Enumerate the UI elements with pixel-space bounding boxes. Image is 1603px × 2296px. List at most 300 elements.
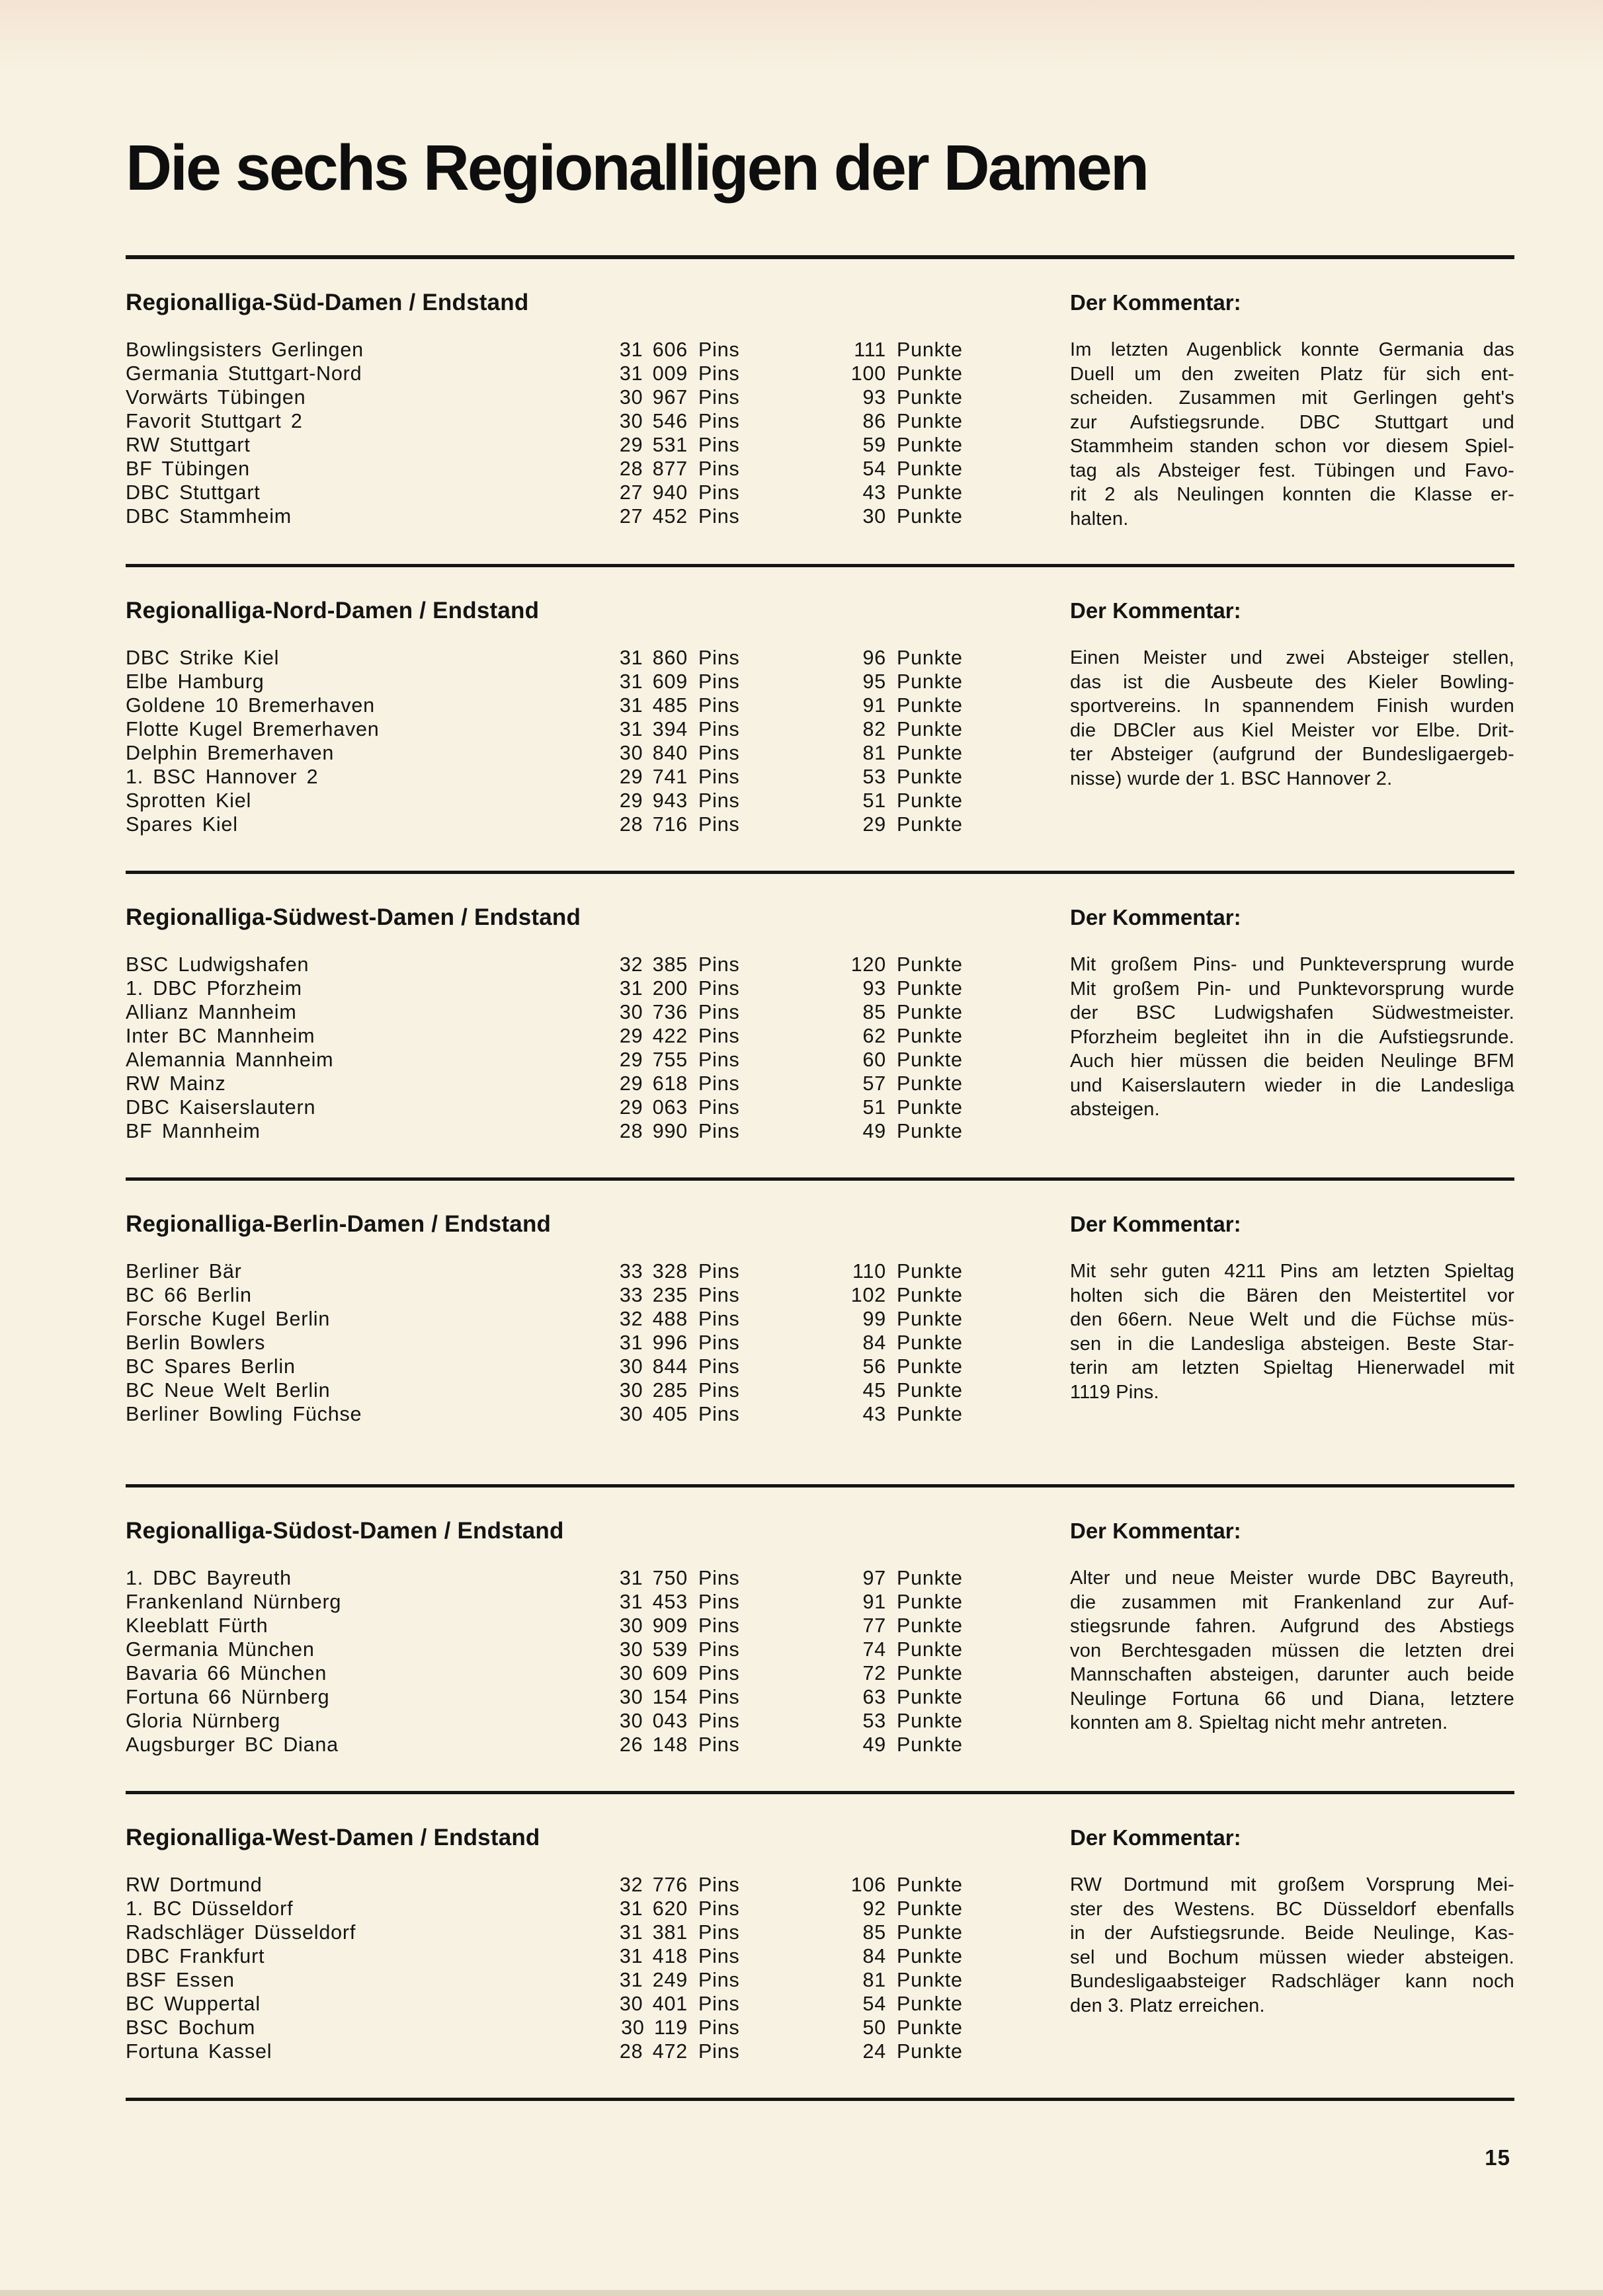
team-name: Augsburger BC Diana bbox=[126, 1733, 339, 1756]
punkte-value: 95 bbox=[862, 670, 886, 693]
kommentar-text bbox=[1070, 646, 1514, 838]
section-body bbox=[126, 338, 1514, 531]
punkte-label: Punkte bbox=[897, 1072, 963, 1095]
pins-label: Pins bbox=[698, 1591, 740, 1613]
punkte-value: 84 bbox=[862, 1945, 886, 1967]
pins-value: 30 844 bbox=[619, 1355, 688, 1378]
punkte-value: 85 bbox=[862, 1001, 886, 1023]
team-name: Flotte Kugel Bremerhaven bbox=[126, 718, 380, 740]
pins-label: Pins bbox=[698, 742, 740, 764]
pins-value: 31 485 bbox=[619, 694, 688, 717]
pins-label: Pins bbox=[698, 1614, 740, 1637]
table-row bbox=[126, 1307, 1070, 1331]
punkte-value: 30 bbox=[862, 505, 886, 528]
table-row bbox=[126, 1638, 1070, 1661]
pins-label: Pins bbox=[698, 1379, 740, 1402]
pins-value: 31 996 bbox=[619, 1331, 688, 1354]
standings-table bbox=[126, 646, 1070, 838]
kommentar-line: stiegsrunde fahren. Aufgrund des Abstiegs bbox=[1070, 1616, 1514, 1637]
punkte-label: Punkte bbox=[897, 434, 963, 456]
table-row bbox=[126, 2016, 1070, 2039]
pins-label: Pins bbox=[698, 647, 740, 669]
punkte-label: Punkte bbox=[897, 647, 963, 669]
punkte-label: Punkte bbox=[897, 1993, 963, 2015]
pins-value: 31 750 bbox=[619, 1567, 688, 1589]
punkte-value: 53 bbox=[862, 1710, 886, 1732]
punkte-value: 84 bbox=[862, 1331, 886, 1354]
punkte-value: 81 bbox=[862, 742, 886, 764]
pins-value: 29 943 bbox=[619, 789, 688, 812]
table-row bbox=[126, 504, 1070, 528]
kommentar-line: Alter und neue Meister wurde DBC Bayreuth, bbox=[1070, 1567, 1514, 1589]
punkte-value: 82 bbox=[862, 718, 886, 740]
kommentar-line: die DBCler aus Kiel Meister vor Elbe. Drit- bbox=[1070, 719, 1514, 741]
team-name: Berliner Bowling Füchse bbox=[126, 1403, 362, 1425]
team-name: Fortuna Kassel bbox=[126, 2040, 272, 2063]
pins-label: Pins bbox=[698, 410, 740, 432]
pins-label: Pins bbox=[698, 1403, 740, 1425]
punkte-label: Punkte bbox=[897, 1945, 963, 1967]
league-sections bbox=[126, 259, 1514, 2101]
table-row bbox=[126, 1402, 1070, 1426]
punkte-value: 93 bbox=[862, 386, 886, 409]
punkte-label: Punkte bbox=[897, 362, 963, 385]
table-row bbox=[126, 1920, 1070, 1944]
punkte-label: Punkte bbox=[897, 1001, 963, 1023]
team-name: 1. DBC Pforzheim bbox=[126, 977, 302, 1000]
pins-label: Pins bbox=[698, 1049, 740, 1071]
table-row bbox=[126, 1355, 1070, 1378]
team-name: Alemannia Mannheim bbox=[126, 1049, 334, 1071]
team-name: RW Mainz bbox=[126, 1072, 226, 1095]
punkte-value: 49 bbox=[862, 1733, 886, 1756]
league-section bbox=[126, 567, 1514, 874]
table-row bbox=[126, 670, 1070, 693]
section-divider bbox=[126, 2098, 1514, 2101]
kommentar-line: ster des Westens. BC Düsseldorf ebenfalls bbox=[1070, 1898, 1514, 1920]
team-name: 1. BC Düsseldorf bbox=[126, 1897, 294, 1920]
pins-value: 32 776 bbox=[619, 1874, 688, 1896]
pins-value: 31 009 bbox=[619, 362, 688, 385]
punkte-label: Punkte bbox=[897, 1379, 963, 1402]
pins-value: 29 741 bbox=[619, 766, 688, 788]
pins-label: Pins bbox=[698, 670, 740, 693]
table-row bbox=[126, 433, 1070, 457]
pins-value: 30 967 bbox=[619, 386, 688, 409]
punkte-label: Punkte bbox=[897, 505, 963, 528]
pins-label: Pins bbox=[698, 1308, 740, 1330]
kommentar-heading: Der Kommentar: bbox=[1070, 290, 1241, 315]
punkte-value: 51 bbox=[862, 1096, 886, 1119]
team-name: Delphin Bremerhaven bbox=[126, 742, 335, 764]
table-row bbox=[126, 789, 1070, 812]
kommentar-line: scheiden. Zusammen mit Gerlingen geht's bbox=[1070, 387, 1514, 409]
punkte-value: 54 bbox=[862, 1993, 886, 2015]
pins-value: 31 620 bbox=[619, 1897, 688, 1920]
pins-label: Pins bbox=[698, 1874, 740, 1896]
table-row bbox=[126, 1873, 1070, 1897]
punkte-value: 81 bbox=[862, 1969, 886, 1991]
punkte-value: 111 bbox=[854, 338, 886, 361]
kommentar-line: der BSC Ludwigshafen Südwestmeister. bbox=[1070, 1002, 1514, 1023]
table-row bbox=[126, 385, 1070, 409]
team-name: RW Stuttgart bbox=[126, 434, 251, 456]
punkte-label: Punkte bbox=[897, 1897, 963, 1920]
punkte-label: Punkte bbox=[897, 1638, 963, 1661]
team-name: DBC Kaiserslautern bbox=[126, 1096, 316, 1119]
team-name: Sprotten Kiel bbox=[126, 789, 252, 812]
table-row bbox=[126, 1048, 1070, 1072]
page-title: Die sechs Regionalligen der Damen bbox=[126, 132, 1148, 204]
team-name: BSC Ludwigshafen bbox=[126, 953, 309, 976]
pins-value: 29 531 bbox=[619, 434, 688, 456]
team-name: Goldene 10 Bremerhaven bbox=[126, 694, 375, 717]
team-name: BC 66 Berlin bbox=[126, 1284, 252, 1306]
punkte-label: Punkte bbox=[897, 1662, 963, 1684]
pins-value: 30 154 bbox=[619, 1686, 688, 1708]
team-name: Vorwärts Tübingen bbox=[126, 386, 306, 409]
standings-table bbox=[126, 1566, 1070, 1758]
punkte-value: 72 bbox=[862, 1662, 886, 1684]
punkte-label: Punkte bbox=[897, 1355, 963, 1378]
team-name: Spares Kiel bbox=[126, 813, 238, 836]
punkte-label: Punkte bbox=[897, 694, 963, 717]
table-row bbox=[126, 1709, 1070, 1733]
section-header-row bbox=[126, 874, 1514, 929]
punkte-value: 77 bbox=[862, 1614, 886, 1637]
pins-value: 26 148 bbox=[619, 1733, 688, 1756]
kommentar-line: Einen Meister und zwei Absteiger stellen, bbox=[1070, 647, 1514, 668]
table-row bbox=[126, 1119, 1070, 1143]
team-name: Bavaria 66 München bbox=[126, 1662, 327, 1684]
table-row bbox=[126, 976, 1070, 1000]
pins-label: Pins bbox=[698, 1710, 740, 1732]
punkte-value: 59 bbox=[862, 434, 886, 456]
pins-label: Pins bbox=[698, 1969, 740, 1991]
team-name: Allianz Mannheim bbox=[126, 1001, 297, 1023]
team-name: DBC Frankfurt bbox=[126, 1945, 265, 1967]
punkte-value: 57 bbox=[862, 1072, 886, 1095]
punkte-label: Punkte bbox=[897, 670, 963, 693]
table-row bbox=[126, 362, 1070, 385]
team-name: BSF Essen bbox=[126, 1969, 235, 1991]
table-row bbox=[126, 1000, 1070, 1024]
punkte-label: Punkte bbox=[897, 1260, 963, 1283]
pins-label: Pins bbox=[698, 694, 740, 717]
punkte-label: Punkte bbox=[897, 1025, 963, 1047]
league-section bbox=[126, 1794, 1514, 2101]
punkte-label: Punkte bbox=[897, 386, 963, 409]
punkte-value: 93 bbox=[862, 977, 886, 1000]
punkte-value: 53 bbox=[862, 766, 886, 788]
team-name: Favorit Stuttgart 2 bbox=[126, 410, 303, 432]
team-name: DBC Strike Kiel bbox=[126, 647, 280, 669]
punkte-value: 92 bbox=[862, 1897, 886, 1920]
punkte-label: Punkte bbox=[897, 1969, 963, 1991]
punkte-label: Punkte bbox=[897, 1284, 963, 1306]
team-name: BC Spares Berlin bbox=[126, 1355, 296, 1378]
kommentar-line: RW Dortmund mit großem Vorsprung Mei- bbox=[1070, 1874, 1514, 1895]
pins-label: Pins bbox=[698, 2016, 740, 2039]
section-header-row bbox=[126, 1794, 1514, 1849]
section-body bbox=[126, 1259, 1514, 1451]
punkte-value: 51 bbox=[862, 789, 886, 812]
pins-value: 29 618 bbox=[619, 1072, 688, 1095]
team-name: Germania München bbox=[126, 1638, 315, 1661]
pins-label: Pins bbox=[698, 1921, 740, 1944]
pins-label: Pins bbox=[698, 1355, 740, 1378]
pins-label: Pins bbox=[698, 1096, 740, 1119]
punkte-value: 56 bbox=[862, 1355, 886, 1378]
team-name: BC Neue Welt Berlin bbox=[126, 1379, 331, 1402]
pins-label: Pins bbox=[698, 338, 740, 361]
team-name: Kleeblatt Fürth bbox=[126, 1614, 268, 1637]
standings-table bbox=[126, 338, 1070, 531]
punkte-value: 45 bbox=[862, 1379, 886, 1402]
pins-value: 29 422 bbox=[619, 1025, 688, 1047]
kommentar-line: Neulinge Fortuna 66 und Diana, letztere bbox=[1070, 1688, 1514, 1710]
punkte-value: 91 bbox=[862, 694, 886, 717]
kommentar-heading: Der Kommentar: bbox=[1070, 905, 1241, 930]
pins-value: 28 877 bbox=[619, 457, 688, 480]
team-name: Berlin Bowlers bbox=[126, 1331, 266, 1354]
pins-value: 31 200 bbox=[619, 977, 688, 1000]
section-body bbox=[126, 953, 1514, 1144]
pins-value: 31 860 bbox=[619, 647, 688, 669]
pins-value: 31 453 bbox=[619, 1591, 688, 1613]
pins-label: Pins bbox=[698, 1001, 740, 1023]
section-body bbox=[126, 1566, 1514, 1758]
standings-table bbox=[126, 1259, 1070, 1451]
pins-label: Pins bbox=[698, 977, 740, 1000]
pins-value: 27 452 bbox=[619, 505, 688, 528]
pins-label: Pins bbox=[698, 1072, 740, 1095]
team-name: Germania Stuttgart-Nord bbox=[126, 362, 362, 385]
table-row bbox=[126, 1614, 1070, 1638]
kommentar-line: in der Aufstiegsrunde. Beide Neulinge, Kas- bbox=[1070, 1922, 1514, 1944]
punkte-label: Punkte bbox=[897, 1403, 963, 1425]
pins-label: Pins bbox=[698, 1733, 740, 1756]
pins-value: 30 119 bbox=[621, 2016, 688, 2039]
punkte-label: Punkte bbox=[897, 338, 963, 361]
punkte-label: Punkte bbox=[897, 1308, 963, 1330]
pins-label: Pins bbox=[698, 1025, 740, 1047]
pins-label: Pins bbox=[698, 481, 740, 504]
pins-value: 30 539 bbox=[619, 1638, 688, 1661]
kommentar-line: halten. bbox=[1070, 508, 1129, 530]
section-body bbox=[126, 1873, 1514, 2065]
team-name: BC Wuppertal bbox=[126, 1993, 261, 2015]
punkte-label: Punkte bbox=[897, 2040, 963, 2063]
kommentar-line: Mit großem Pins- und Punkteversprung wurde bbox=[1070, 954, 1514, 975]
table-row bbox=[126, 1566, 1070, 1590]
section-header-row bbox=[126, 1487, 1514, 1542]
kommentar-line: Bundesligaabsteiger Radschläger kann noch bbox=[1070, 1971, 1514, 1992]
pins-value: 30 736 bbox=[619, 1001, 688, 1023]
team-name: Radschläger Düsseldorf bbox=[126, 1921, 356, 1944]
table-row bbox=[126, 2039, 1070, 2063]
section-heading: Regionalliga-Süd-Damen / Endstand bbox=[126, 290, 529, 315]
pins-value: 31 381 bbox=[619, 1921, 688, 1944]
pins-label: Pins bbox=[698, 1993, 740, 2015]
kommentar-heading: Der Kommentar: bbox=[1070, 1825, 1241, 1850]
punkte-value: 97 bbox=[862, 1567, 886, 1589]
punkte-value: 29 bbox=[862, 813, 886, 836]
kommentar-line: Pforzheim begleitet ihn in die Aufstiegsrunde. bbox=[1070, 1026, 1514, 1048]
pins-label: Pins bbox=[698, 1945, 740, 1967]
punkte-label: Punkte bbox=[897, 1921, 963, 1944]
kommentar-line: das ist die Ausbeute des Kieler Bowling- bbox=[1070, 671, 1514, 693]
table-row bbox=[126, 1968, 1070, 1992]
pins-value: 27 940 bbox=[619, 481, 688, 504]
pins-value: 28 472 bbox=[619, 2040, 688, 2063]
punkte-label: Punkte bbox=[897, 1120, 963, 1142]
section-header-row bbox=[126, 1181, 1514, 1236]
pins-label: Pins bbox=[698, 505, 740, 528]
standings-table bbox=[126, 953, 1070, 1144]
team-name: BF Tübingen bbox=[126, 457, 250, 480]
kommentar-line: holten sich die Bären den Meistertitel vor bbox=[1070, 1285, 1514, 1306]
pins-value: 30 840 bbox=[619, 742, 688, 764]
kommentar-heading: Der Kommentar: bbox=[1070, 598, 1241, 623]
pins-label: Pins bbox=[698, 386, 740, 409]
pins-label: Pins bbox=[698, 434, 740, 456]
league-section bbox=[126, 874, 1514, 1181]
pins-value: 31 418 bbox=[619, 1945, 688, 1967]
punkte-label: Punkte bbox=[897, 813, 963, 836]
kommentar-line: Mit sehr guten 4211 Pins am letzten Spieltag bbox=[1070, 1261, 1514, 1282]
team-name: 1. BSC Hannover 2 bbox=[126, 766, 319, 788]
pins-label: Pins bbox=[698, 1260, 740, 1283]
punkte-label: Punkte bbox=[897, 1686, 963, 1708]
punkte-value: 120 bbox=[850, 953, 886, 976]
team-name: Bowlingsisters Gerlingen bbox=[126, 338, 364, 361]
table-row bbox=[126, 1331, 1070, 1355]
pins-value: 30 546 bbox=[619, 410, 688, 432]
punkte-label: Punkte bbox=[897, 481, 963, 504]
pins-label: Pins bbox=[698, 1567, 740, 1589]
pins-value: 30 401 bbox=[619, 1993, 688, 2015]
table-row bbox=[126, 1897, 1070, 1920]
section-body bbox=[126, 646, 1514, 838]
punkte-label: Punkte bbox=[897, 1567, 963, 1589]
pins-label: Pins bbox=[698, 1120, 740, 1142]
pins-value: 29 755 bbox=[619, 1049, 688, 1071]
punkte-value: 60 bbox=[862, 1049, 886, 1071]
kommentar-line: konnten am 8. Spieltag nicht mehr antreten. bbox=[1070, 1712, 1448, 1733]
table-row bbox=[126, 1095, 1070, 1119]
team-name: Fortuna 66 Nürnberg bbox=[126, 1686, 330, 1708]
kommentar-heading: Der Kommentar: bbox=[1070, 1212, 1241, 1236]
pins-value: 33 235 bbox=[619, 1284, 688, 1306]
kommentar-line: die zusammen mit Frankenland zur Auf- bbox=[1070, 1591, 1514, 1613]
kommentar-text bbox=[1070, 1566, 1514, 1758]
kommentar-line: Duell um den zweiten Platz für sich ent- bbox=[1070, 363, 1514, 385]
table-row bbox=[126, 1378, 1070, 1402]
team-name: Gloria Nürnberg bbox=[126, 1710, 280, 1732]
punkte-label: Punkte bbox=[897, 1331, 963, 1354]
table-row bbox=[126, 481, 1070, 504]
pins-value: 31 606 bbox=[619, 338, 688, 361]
table-row bbox=[126, 693, 1070, 717]
team-name: 1. DBC Bayreuth bbox=[126, 1567, 292, 1589]
punkte-label: Punkte bbox=[897, 1710, 963, 1732]
section-heading: Regionalliga-Nord-Damen / Endstand bbox=[126, 598, 540, 623]
pins-label: Pins bbox=[698, 789, 740, 812]
kommentar-line: Auch hier müssen die beiden Neulinge BFM bbox=[1070, 1050, 1514, 1072]
punkte-label: Punkte bbox=[897, 789, 963, 812]
punkte-label: Punkte bbox=[897, 457, 963, 480]
punkte-label: Punkte bbox=[897, 953, 963, 976]
pins-value: 29 063 bbox=[619, 1096, 688, 1119]
table-row bbox=[126, 1992, 1070, 2016]
pins-label: Pins bbox=[698, 766, 740, 788]
pins-value: 31 609 bbox=[619, 670, 688, 693]
punkte-value: 100 bbox=[850, 362, 886, 385]
table-row bbox=[126, 1733, 1070, 1757]
section-heading: Regionalliga-Südwest-Damen / Endstand bbox=[126, 904, 581, 930]
punkte-value: 50 bbox=[862, 2016, 886, 2039]
kommentar-text bbox=[1070, 338, 1514, 531]
pins-label: Pins bbox=[698, 1331, 740, 1354]
punkte-value: 99 bbox=[862, 1308, 886, 1330]
punkte-value: 43 bbox=[862, 1403, 886, 1425]
team-name: BSC Bochum bbox=[126, 2016, 256, 2039]
table-row bbox=[126, 338, 1070, 362]
team-name: BF Mannheim bbox=[126, 1120, 261, 1142]
punkte-value: 102 bbox=[850, 1284, 886, 1306]
league-section bbox=[126, 1181, 1514, 1487]
punkte-label: Punkte bbox=[897, 718, 963, 740]
pins-label: Pins bbox=[698, 457, 740, 480]
kommentar-line: rit 2 als Neulingen konnten die Klasse er- bbox=[1070, 484, 1514, 505]
pins-label: Pins bbox=[698, 1662, 740, 1684]
punkte-value: 24 bbox=[862, 2040, 886, 2063]
punkte-label: Punkte bbox=[897, 977, 963, 1000]
table-row bbox=[126, 717, 1070, 741]
table-row bbox=[126, 1024, 1070, 1048]
section-heading: Regionalliga-Berlin-Damen / Endstand bbox=[126, 1211, 552, 1237]
pins-label: Pins bbox=[698, 953, 740, 976]
kommentar-text bbox=[1070, 953, 1514, 1144]
punkte-label: Punkte bbox=[897, 1874, 963, 1896]
table-row bbox=[126, 457, 1070, 481]
punkte-label: Punkte bbox=[897, 1096, 963, 1119]
team-name: Frankenland Nürnberg bbox=[126, 1591, 342, 1613]
team-name: Inter BC Mannheim bbox=[126, 1025, 315, 1047]
pins-label: Pins bbox=[698, 362, 740, 385]
kommentar-line: und Kaiserslautern wieder in die Landesliga bbox=[1070, 1074, 1514, 1096]
punkte-label: Punkte bbox=[897, 410, 963, 432]
punkte-label: Punkte bbox=[897, 1733, 963, 1756]
pins-value: 30 609 bbox=[619, 1662, 688, 1684]
punkte-label: Punkte bbox=[897, 742, 963, 764]
kommentar-line: nisse) wurde der 1. BSC Hannover 2. bbox=[1070, 768, 1393, 789]
kommentar-line: sportvereins. In spannendem Finish wurden bbox=[1070, 695, 1514, 717]
kommentar-heading: Der Kommentar: bbox=[1070, 1519, 1241, 1543]
kommentar-line: absteigen. bbox=[1070, 1099, 1160, 1120]
table-row bbox=[126, 409, 1070, 433]
kommentar-line: terin am letzten Spieltag Hienerwadel mit bbox=[1070, 1357, 1514, 1378]
kommentar-line: Stammheim standen schon vor diesem Spiel- bbox=[1070, 436, 1514, 457]
pins-value: 33 328 bbox=[619, 1260, 688, 1283]
page-content bbox=[126, 0, 1514, 2101]
section-heading: Regionalliga-Südost-Damen / Endstand bbox=[126, 1518, 564, 1544]
kommentar-line: den 3. Platz erreichen. bbox=[1070, 1995, 1265, 2016]
pins-label: Pins bbox=[698, 813, 740, 836]
pins-value: 32 488 bbox=[619, 1308, 688, 1330]
pins-label: Pins bbox=[698, 718, 740, 740]
